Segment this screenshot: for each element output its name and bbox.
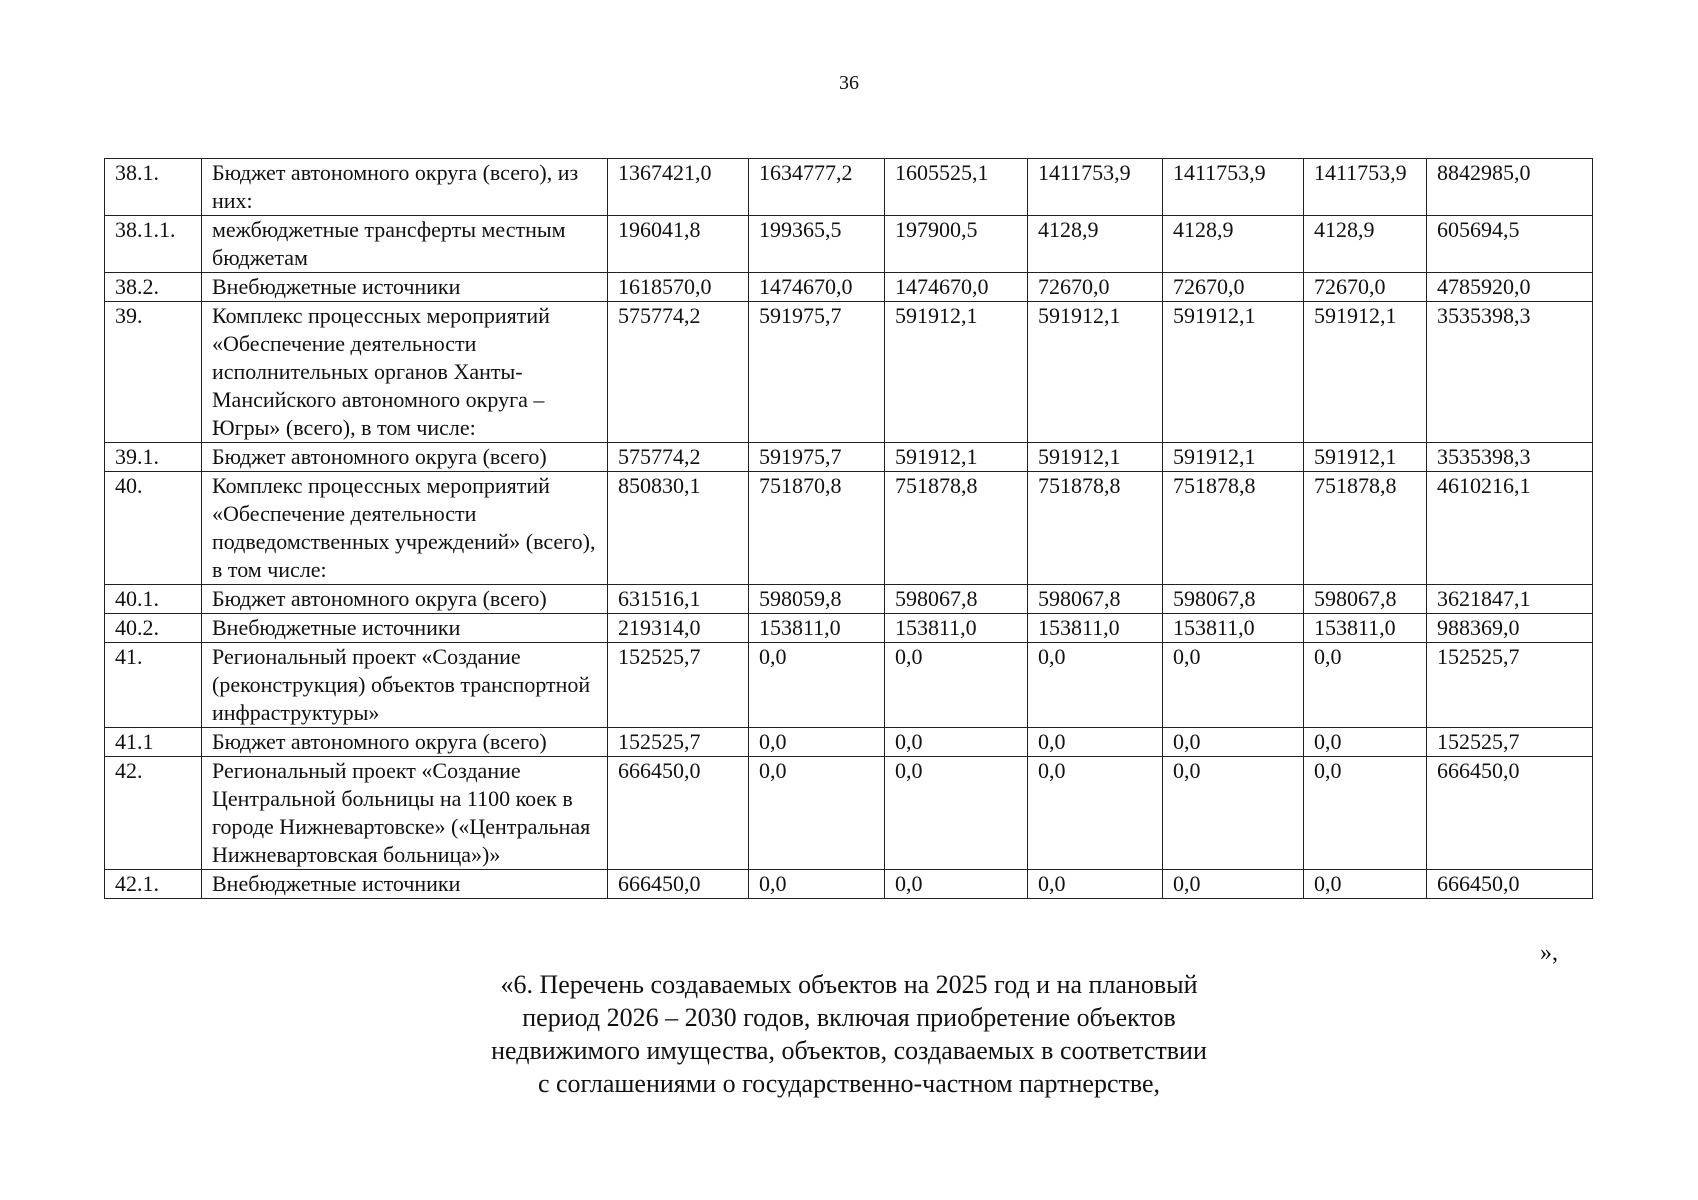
value-cell: 0,0 [1028, 870, 1163, 899]
value-cell: 0,0 [1304, 643, 1427, 728]
row-number-cell: 38.1. [105, 159, 202, 216]
value-cell: 197900,5 [885, 216, 1028, 273]
table-row [105, 728, 1593, 757]
value-cell: 0,0 [1028, 757, 1163, 870]
value-cell: 0,0 [1028, 643, 1163, 728]
table-row [105, 159, 1593, 216]
row-name-cell: Бюджет автономного округа (всего) [202, 443, 608, 472]
value-cell: 0,0 [1163, 728, 1304, 757]
row-number-cell: 40.1. [105, 585, 202, 614]
value-cell: 152525,7 [1427, 728, 1593, 757]
row-name-cell: Региональный проект «Создание Центральной больницы на 1100 коек в городе Нижневартовске» («Центральная Нижневартовская больница»)» [202, 757, 608, 870]
value-cell: 1411753,9 [1028, 159, 1163, 216]
value-cell: 0,0 [885, 757, 1028, 870]
value-cell: 666450,0 [1427, 757, 1593, 870]
row-name-cell: Региональный проект «Создание (реконструкция) объектов транспортной инфраструктуры» [202, 643, 608, 728]
row-number-cell: 40. [105, 472, 202, 585]
value-cell: 0,0 [885, 643, 1028, 728]
budget-table [104, 158, 1593, 899]
value-cell: 196041,8 [608, 216, 749, 273]
row-number-cell: 41.1 [105, 728, 202, 757]
value-cell: 153811,0 [749, 614, 885, 643]
table-row [105, 757, 1593, 870]
value-cell: 152525,7 [1427, 643, 1593, 728]
value-cell: 1605525,1 [885, 159, 1028, 216]
value-cell: 199365,5 [749, 216, 885, 273]
table-row [105, 302, 1593, 443]
value-cell: 1411753,9 [1304, 159, 1427, 216]
value-cell: 4128,9 [1304, 216, 1427, 273]
value-cell: 751878,8 [885, 472, 1028, 585]
value-cell: 0,0 [1163, 757, 1304, 870]
value-cell: 72670,0 [1028, 273, 1163, 302]
value-cell: 1367421,0 [608, 159, 749, 216]
table-row [105, 216, 1593, 273]
row-number-cell: 39. [105, 302, 202, 443]
table-row [105, 870, 1593, 899]
value-cell: 4128,9 [1163, 216, 1304, 273]
value-cell: 591912,1 [1304, 302, 1427, 443]
row-number-cell: 42. [105, 757, 202, 870]
value-cell: 1474670,0 [885, 273, 1028, 302]
value-cell: 219314,0 [608, 614, 749, 643]
value-cell: 1618570,0 [608, 273, 749, 302]
value-cell: 0,0 [1304, 870, 1427, 899]
value-cell: 751870,8 [749, 472, 885, 585]
value-cell: 988369,0 [1427, 614, 1593, 643]
value-cell: 605694,5 [1427, 216, 1593, 273]
value-cell: 8842985,0 [1427, 159, 1593, 216]
value-cell: 575774,2 [608, 443, 749, 472]
row-name-cell: Бюджет автономного округа (всего) [202, 585, 608, 614]
value-cell: 0,0 [1304, 728, 1427, 757]
value-cell: 152525,7 [608, 728, 749, 757]
table-row [105, 643, 1593, 728]
value-cell: 0,0 [1163, 643, 1304, 728]
value-cell: 0,0 [749, 757, 885, 870]
value-cell: 72670,0 [1304, 273, 1427, 302]
value-cell: 0,0 [749, 870, 885, 899]
value-cell: 3535398,3 [1427, 302, 1593, 443]
value-cell: 666450,0 [1427, 870, 1593, 899]
row-number-cell: 39.1. [105, 443, 202, 472]
value-cell: 3621847,1 [1427, 585, 1593, 614]
value-cell: 0,0 [885, 728, 1028, 757]
value-cell: 4610216,1 [1427, 472, 1593, 585]
value-cell: 598059,8 [749, 585, 885, 614]
value-cell: 591912,1 [1028, 302, 1163, 443]
row-number-cell: 38.2. [105, 273, 202, 302]
value-cell: 598067,8 [1304, 585, 1427, 614]
row-name-cell: Бюджет автономного округа (всего) [202, 728, 608, 757]
value-cell: 0,0 [1163, 870, 1304, 899]
table-row [105, 472, 1593, 585]
row-name-cell: Комплекс процессных мероприятий «Обеспечение деятельности подведомственных учреждений» (всего), в том числе: [202, 472, 608, 585]
value-cell: 3535398,3 [1427, 443, 1593, 472]
value-cell: 751878,8 [1163, 472, 1304, 585]
value-cell: 591975,7 [749, 443, 885, 472]
value-cell: 0,0 [1304, 757, 1427, 870]
value-cell: 4128,9 [1028, 216, 1163, 273]
value-cell: 0,0 [749, 643, 885, 728]
table-row [105, 443, 1593, 472]
value-cell: 0,0 [749, 728, 885, 757]
row-name-cell: Внебюджетные источники [202, 614, 608, 643]
value-cell: 591912,1 [1028, 443, 1163, 472]
section-heading-line: период 2026 – 2030 годов, включая приобретение объектов [522, 1003, 1176, 1032]
value-cell: 598067,8 [885, 585, 1028, 614]
value-cell: 0,0 [885, 870, 1028, 899]
value-cell: 1634777,2 [749, 159, 885, 216]
value-cell: 575774,2 [608, 302, 749, 443]
row-number-cell: 41. [105, 643, 202, 728]
section-heading-line: недвижимого имущества, объектов, создаваемых в соответствии [491, 1036, 1207, 1065]
row-number-cell: 40.2. [105, 614, 202, 643]
value-cell: 153811,0 [1304, 614, 1427, 643]
page-number: 36 [839, 72, 859, 94]
value-cell: 153811,0 [1163, 614, 1304, 643]
value-cell: 751878,8 [1304, 472, 1427, 585]
table-row [105, 273, 1593, 302]
row-name-cell: Внебюджетные источники [202, 870, 608, 899]
value-cell: 153811,0 [1028, 614, 1163, 643]
value-cell: 598067,8 [1028, 585, 1163, 614]
row-number-cell: 38.1.1. [105, 216, 202, 273]
value-cell: 591912,1 [1304, 443, 1427, 472]
table-row [105, 585, 1593, 614]
value-cell: 591912,1 [1163, 443, 1304, 472]
section-heading-line: «6. Перечень создаваемых объектов на 2025 год и на плановый [500, 970, 1198, 999]
value-cell: 591975,7 [749, 302, 885, 443]
value-cell: 4785920,0 [1427, 273, 1593, 302]
value-cell: 666450,0 [608, 757, 749, 870]
value-cell: 850830,1 [608, 472, 749, 585]
section-heading [0, 968, 1698, 1100]
row-name-cell: Внебюджетные источники [202, 273, 608, 302]
row-name-cell: Бюджет автономного округа (всего), из них: [202, 159, 608, 216]
value-cell: 591912,1 [1163, 302, 1304, 443]
value-cell: 591912,1 [885, 443, 1028, 472]
table-row [105, 614, 1593, 643]
closing-quote: », [1540, 940, 1558, 966]
section-heading-line: с соглашениями о государственно-частном партнерстве, [537, 1069, 1161, 1098]
row-name-cell: межбюджетные трансферты местным бюджетам [202, 216, 608, 273]
value-cell: 631516,1 [608, 585, 749, 614]
budget-table-body [105, 159, 1593, 899]
value-cell: 751878,8 [1028, 472, 1163, 585]
value-cell: 152525,7 [608, 643, 749, 728]
value-cell: 666450,0 [608, 870, 749, 899]
row-number-cell: 42.1. [105, 870, 202, 899]
value-cell: 591912,1 [885, 302, 1028, 443]
value-cell: 1411753,9 [1163, 159, 1304, 216]
row-name-cell: Комплекс процессных мероприятий «Обеспечение деятельности исполнительных органов Ханты-Мансийского автономного округа – Югры» (всего), в том числе: [202, 302, 608, 443]
value-cell: 153811,0 [885, 614, 1028, 643]
value-cell: 72670,0 [1163, 273, 1304, 302]
value-cell: 598067,8 [1163, 585, 1304, 614]
value-cell: 0,0 [1028, 728, 1163, 757]
value-cell: 1474670,0 [749, 273, 885, 302]
